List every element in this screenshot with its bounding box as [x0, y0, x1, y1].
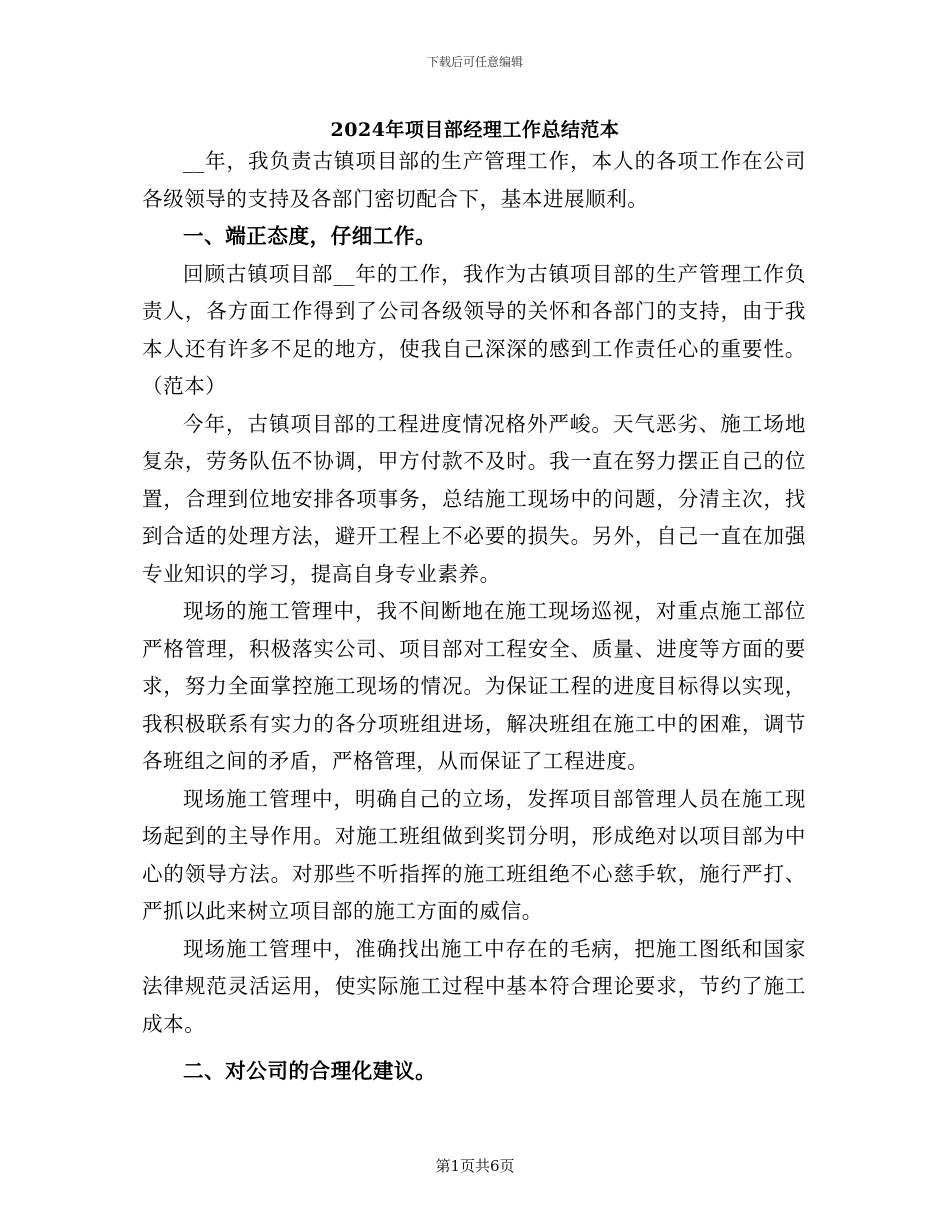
section-heading-1: 一、端正态度，仔细工作。	[183, 224, 437, 248]
intro-paragraph: __年，我负责古镇项目部的生产管理工作，本人的各项工作在公司各级领导的支持及各部门密切配合下，基本进展顺利。	[142, 149, 806, 211]
body-paragraph: 现场的施工管理中，我不间断地在施工现场巡视，对重点施工部位严格管理，积极落实公司、项目部对工程安全、质量、进度等方面的要求，努力全面掌控施工现场的情况。为保证工程的进度目标得以实现，我积极联系有实力的各分项班组进场，解决班组在施工中的困难，调节各班组之间的矛盾，严格管理，从而保证了工程进度。	[142, 599, 806, 773]
body-paragraph: 现场施工管理中，明确自己的立场，发挥项目部管理人员在施工现场起到的主导作用。对施工班组做到奖罚分明，形成绝对以项目部为中心的领导方法。对那些不听指挥的施工班组绝不心慈手软，施行严打、严抓以此来树立项目部的施工方面的威信。	[142, 786, 806, 923]
body-paragraph: 回顾古镇项目部__年的工作，我作为古镇项目部的生产管理工作负责人，各方面工作得到了公司各级领导的关怀和各部门的支持，由于我本人还有许多不足的地方，使我自己深深的感到工作责任心的重要性。（范本）	[142, 261, 806, 398]
section-heading-2: 二、对公司的合理化建议。	[183, 1059, 437, 1083]
body-paragraph: 现场施工管理中，准确找出施工中存在的毛病，把施工图纸和国家法律规范灵活运用，使实际施工过程中基本符合理论要求，节约了施工成本。	[142, 936, 806, 1036]
body-paragraph: 今年，古镇项目部的工程进度情况格外严峻。天气恶劣、施工场地复杂，劳务队伍不协调，甲方付款不及时。我一直在努力摆正自己的位置，合理到位地安排各项事务，总结施工现场中的问题，分清主次，找到合适的处理方法，避开工程上不必要的损失。另外，自己一直在加强专业知识的学习，提高自身专业素养。	[142, 411, 806, 586]
document-title: 2024年项目部经理工作总结范本	[330, 119, 620, 141]
page-number: 第1页共6页	[435, 1157, 515, 1175]
page-header-note: 下载后可任意编辑	[426, 55, 523, 69]
document-body	[142, 143, 806, 1091]
